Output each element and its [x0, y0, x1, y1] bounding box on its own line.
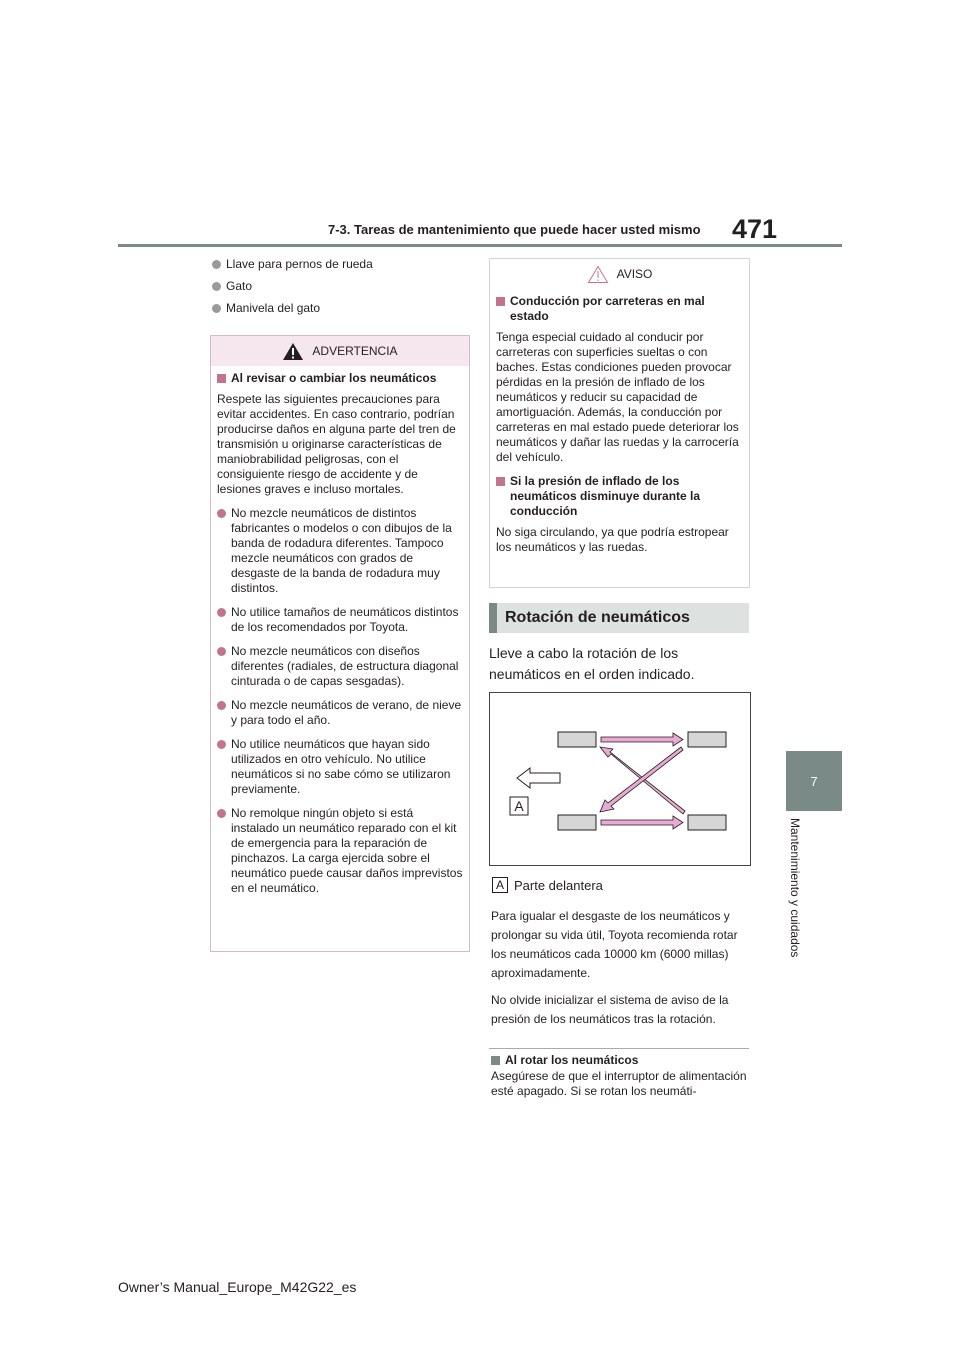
warning-heading: ADVERTENCIA — [312, 344, 398, 358]
warning-subheading — [217, 371, 463, 386]
warning-item-text: No mezcle neumáticos de distintos fabricantes o modelos o con dibujos de la banda de rodadura diferentes. Tampoco mezcle neumáticos con grados de desgaste de la banda de rodadura muy distintos. — [231, 506, 452, 595]
warning-item — [217, 506, 463, 596]
rotation-paragraph: Para igualar el desgaste de los neumáticos y prolongar su vida útil, Toyota recomienda rotar los neumáticos cada 10000 km (6000 millas) aproximadamente. — [491, 909, 738, 980]
note-heading — [491, 1053, 638, 1067]
bullet-icon — [212, 260, 221, 269]
notice-subheading — [496, 294, 743, 324]
caution-triangle-icon — [587, 265, 609, 284]
heading-accent-bar — [489, 603, 497, 633]
warning-item — [217, 737, 463, 797]
notice-heading: AVISO — [616, 267, 653, 281]
bullet-icon — [212, 304, 221, 313]
rotation-paragraph: No olvide inicializar el sistema de aviso de la presión de los neumáticos tras la rotación. — [491, 993, 729, 1026]
notice-box — [489, 258, 750, 588]
notice-paragraph: No siga circulando, ya que podría estropear los neumáticos y las ruedas. — [496, 525, 729, 554]
section-header-title: 7-3. Tareas de mantenimiento que puede hacer usted mismo — [328, 222, 701, 237]
warning-item-text: No mezcle neumáticos de verano, de nieve y para todo el año. — [231, 698, 462, 727]
warning-box — [210, 335, 470, 952]
arrow-top — [601, 733, 683, 746]
section-heading — [489, 603, 749, 633]
note-text: Asegúrese de que el interruptor de alimentación esté apagado. Si se rotan los neumáti- — [491, 1069, 747, 1098]
page-footer: Owner’s Manual_Europe_M42G22_es — [118, 1279, 357, 1295]
warning-item — [217, 806, 463, 896]
warning-item — [217, 698, 463, 728]
tool-item-text: Gato — [226, 279, 253, 293]
legend-text: Parte delantera — [514, 877, 603, 893]
tire-front-right — [558, 815, 596, 830]
section-heading-text: Rotación de neumáticos — [505, 609, 690, 626]
notice-subheading — [496, 474, 743, 519]
warning-item-text: No remolque ningún objeto si está instalado un neumático reparado con el kit de emergencia para la reparación de pinchazos. La carga ejercida sobre el neumático puede causar daños imprevistos en el neumático. — [231, 806, 463, 895]
page-number: 471 — [732, 214, 778, 244]
notice-subheading-text: Si la presión de inflado de los neumáticos disminuye durante la conducción — [510, 474, 701, 518]
section-intro: Lleve a cabo la rotación de los neumáticos en el orden indicado. — [489, 645, 695, 682]
header-divider — [118, 244, 842, 247]
tool-item — [212, 301, 320, 316]
tool-item — [212, 279, 252, 294]
arrow-bottom — [601, 816, 683, 829]
tire-front-left — [558, 732, 596, 747]
note-heading-text: Al rotar los neumáticos — [505, 1053, 639, 1067]
warning-item-text: No utilice tamaños de neumáticos distintos de los recomendados por Toyota. — [231, 605, 459, 634]
front-direction-arrow-icon — [517, 768, 560, 788]
warning-paragraph: Respete las siguientes precauciones para evitar accidentes. En caso contrario, podrían producirse daños en alguna parte del tren de transmisión u originarse características de maniobrabilidad peligrosas, con el consiguiente riesgo de accidente y de lesiones graves e incluso mortales. — [217, 392, 456, 496]
bullet-icon — [212, 282, 221, 291]
notice-header — [490, 259, 749, 289]
warning-item — [217, 605, 463, 635]
square-bullet-icon — [496, 297, 505, 306]
square-bullet-icon — [496, 477, 505, 486]
tire-rotation-diagram — [489, 692, 751, 866]
square-bullet-icon — [491, 1056, 500, 1065]
note-divider — [489, 1048, 749, 1049]
notice-paragraph: Tenga especial cuidado al conducir por carreteras con superficies sueltas o con baches. Estas condiciones pueden provocar pérdidas en la presión de inflado de los neumáticos y reducir su capacidad de amortiguación. Además, la conducción por carreteras en mal estado puede deteriorar los neumáticos y dañar las ruedas y la carrocería del vehículo. — [496, 330, 739, 464]
tire-rear-right — [688, 815, 726, 830]
diagram-label: A — [514, 798, 524, 814]
legend-key: A — [492, 877, 508, 893]
bullet-icon — [217, 809, 226, 818]
warning-subheading-text: Al revisar o cambiar los neumáticos — [231, 371, 437, 385]
bullet-icon — [217, 701, 226, 710]
bullet-icon — [217, 509, 226, 518]
bullet-icon — [217, 608, 226, 617]
notice-subheading-text: Conducción por carreteras en mal estado — [510, 294, 705, 323]
bullet-icon — [217, 740, 226, 749]
chapter-label: Mantenimiento y cuidados — [788, 818, 802, 958]
warning-item-text: No mezcle neumáticos con diseños diferentes (radiales, de estructura diagonal cinturada o de capas sesgadas). — [231, 644, 459, 688]
tool-item-text: Manivela del gato — [226, 301, 321, 315]
chapter-tab: 7 — [786, 751, 842, 811]
tool-item — [212, 257, 373, 272]
bullet-icon — [217, 647, 226, 656]
tire-rear-left — [688, 732, 726, 747]
tool-item-text: Llave para pernos de rueda — [226, 257, 373, 271]
square-bullet-icon — [217, 374, 226, 383]
warning-header — [211, 336, 469, 366]
warning-item-text: No utilice neumáticos que hayan sido utilizados en otro vehículo. No utilice neumáticos si no sabe cómo se utilizaron previamente. — [231, 737, 451, 796]
warning-triangle-icon — [282, 342, 304, 361]
diagram-legend — [492, 877, 603, 893]
warning-item — [217, 644, 463, 689]
